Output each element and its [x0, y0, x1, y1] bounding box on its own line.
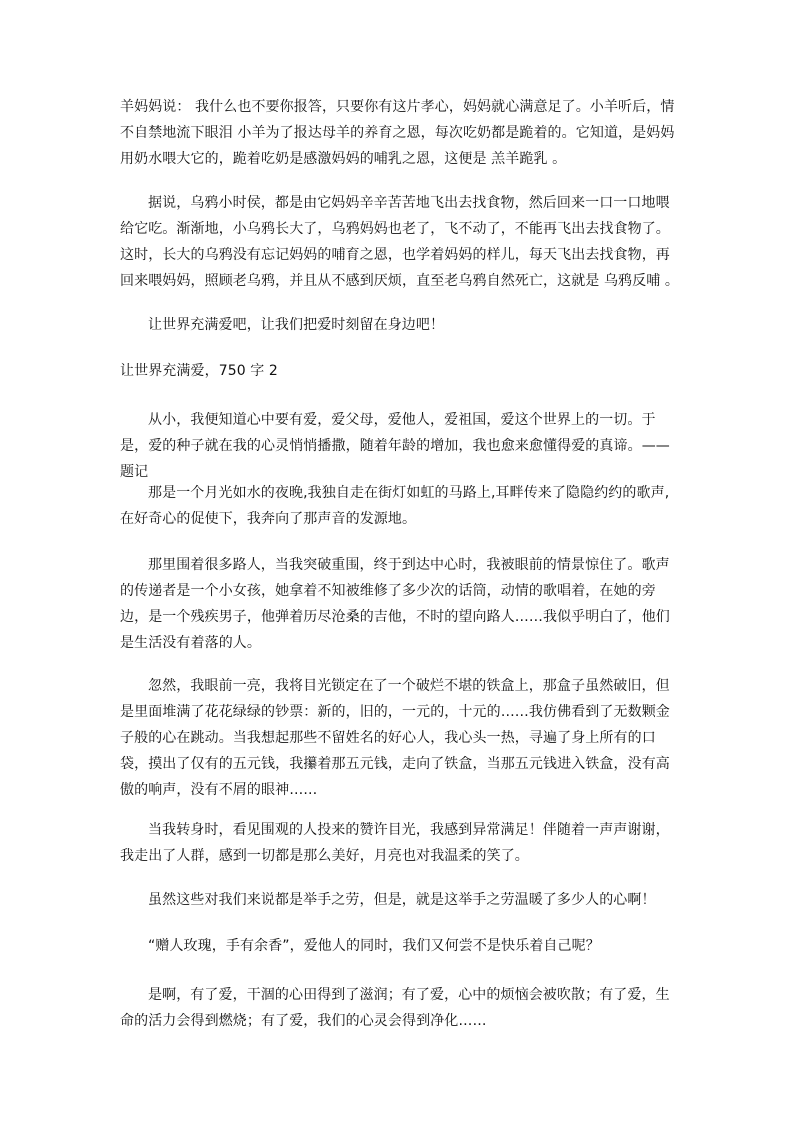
paragraph-roses-quote: “赠人玫瑰，手有余香”，爱他人的同时，我们又何尝不是快乐着自己呢？ — [148, 938, 600, 954]
paragraph-iron-box: 忽然，我眼前一亮，我将目光锁定在了一个破烂不堪的铁盒上，那盒子虽然破旧，但是里面堆满了花花绿绿的钞票：新的，旧的，一元的，十元的……我仿佛看到了无数颗金子般的心在跳动。当我想起那些不留姓名的好心人，我心头一热，寻遍了身上所有的口袋，摸出了仅有的五元钱，我攥着那五元钱，走向了铁盒，当那五元钱进入铁盒，没有高傲的响声，没有不屑的眼神…… — [120, 678, 670, 798]
paragraph-small-deeds: 虽然这些对我们来说都是举手之劳，但是，就是这举手之劳温暖了多少人的心啊！ — [148, 892, 656, 908]
paragraph-moonlit-night: 那是一个月光如水的夜晚,我独自走在街灯如虹的马路上,耳畔传来了隐隐约约的歌声,在好奇心的促使下，我奔向了那声音的发源地。 — [120, 485, 670, 527]
paragraph-turning-around: 当我转身时，看见围观的人投来的赞许目光，我感到异常满足！伴随着一声声谢谢，我走出了人群，感到一切都是那么美好，月亮也对我温柔的笑了。 — [120, 822, 670, 864]
paragraph-crowd-singing: 那里围着很多路人，当我突破重围，终于到达中心时，我被眼前的情景惊住了。歌声的传递者是一个小女孩，她拿着不知被维修了多少次的话筒，动情的歌唱着，在她的旁边，是一个残疾男子，他弹着历尽沧桑的吉他，不时的望向路人……我似乎明白了，他们是生活没有着落的人。 — [120, 557, 670, 651]
paragraph-crow-feeding: 据说，乌鸦小时侯，都是由它妈妈辛辛苦苦地飞出去找食物，然后回来一口一口地喂给它吃。渐渐地，小乌鸦长大了，乌鸦妈妈也老了，飞不动了，不能再飞出去找食物了。这时，长大的乌鸦没有忘记妈妈的哺育之恩，也学着妈妈的样儿，每天飞出去找食物，再回来喂妈妈，照顾老乌鸦，并且从不感到厌烦，直至老乌鸦自然死亡，这就是 乌鸦反哺 。 — [120, 195, 679, 289]
paragraph-with-love: 是啊，有了爱，干涸的心田得到了滋润；有了爱，心中的烦恼会被吹散；有了爱，生命的活力会得到燃烧；有了爱，我们的心灵会得到净化…… — [120, 987, 670, 1029]
paragraph-epigraph: 从小，我便知道心中要有爱，爱父母，爱他人，爱祖国，爱这个世界上的一切。于是，爱的种子就在我的心灵悄悄播撒，随着年龄的增加，我也愈来愈懂得爱的真谛。——题记 — [120, 412, 670, 480]
paragraph-let-world-full-of-love: 让世界充满爱吧，让我们把爱时刻留在身边吧！ — [148, 317, 445, 333]
paragraph-lamb-kneeling: 羊妈妈说： 我什么也不要你报答，只要你有这片孝心，妈妈就心满意足了。小羊听后，情不自禁地流下眼泪 小羊为了报达母羊的养育之恩，每次吃奶都是跪着的。它知道，是妈妈用奶水喂大它的，跪着吃奶是感激妈妈的哺乳之恩，这便是 羔羊跪乳 。 — [120, 99, 675, 167]
essay-heading: 让世界充满爱，750 字 2 — [120, 363, 278, 379]
